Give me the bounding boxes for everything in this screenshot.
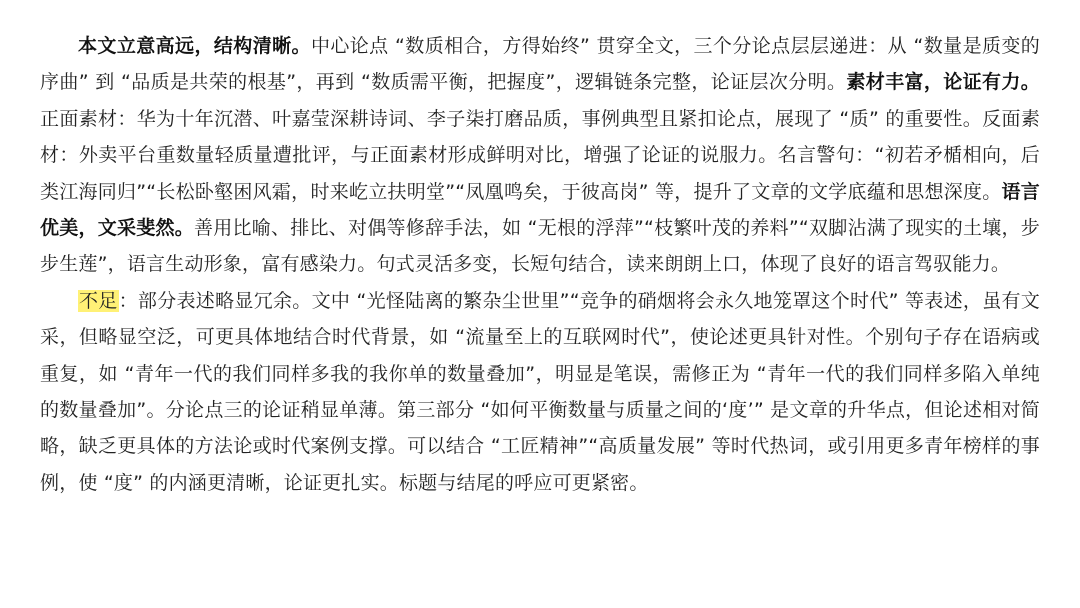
text-shortcomings: ：部分表述略显冗余。文中 “光怪陆离的繁杂尘世里”“竞争的硝烟将会永久地笼罩这个时代” 等表述，虽有文采，但略显空泛，可更具体地结合时代背景，如 “流量至上的互联网时代”，使论述更具针对性。个别句子存在语病或重复，如 “青年一代的我们同样多我的我你单的数量叠加”，明显是笔误，需修正为 “青年一代的我们同样多陷入单纯的数量叠加”。分论点三的论证稍显单薄。第三部分 “如何平衡数量与质量之间的‘度’” 是文章的升华点，但论述相对简略，缺乏更具体的方法论或时代案例支撑。可以结合 “工匠精神”“高质量发展” 等时代热词，或引用更多青年榜样的事例，使 “度” 的内涵更清晰，论证更扎实。标题与结尾的呼应可更紧密。	[40, 289, 1041, 494]
text-language: 善用比喻、排比、对偶等修辞手法，如 “无根的浮萍”“枝繁叶茂的养料”“双脚沾满了现实的土壤，步步生莲”，语言生动形象，富有感染力。句式灵活多变，长短句结合，读来朗朗上口，体现了良好的语言驾驭能力。	[40, 217, 1040, 276]
text-structure: 中心论点 “数质相合，方得始终” 贯穿全文，三个分论点层层递进：从 “数量是质变的序曲” 到 “品质是共荣的根基”，再到 “数质需平衡，把握度”，逻辑链条完整，论证层次分明。	[40, 35, 1040, 94]
highlighted-label-shortcomings: 不足	[79, 289, 118, 312]
heading-language: 语言优美，文采斐然。	[40, 180, 1041, 240]
heading-structure: 本文立意高远，结构清晰。	[78, 35, 311, 57]
text-materials: 正面素材：华为十年沉潜、叶嘉莹深耕诗词、李子柒打磨品质，事例典型且紧扣论点，展现了 “质” 的重要性。反面素材：外卖平台重数量轻质量遭批评，与正面素材形成鲜明对比，增强了论证的说服力。名言警句：“初若矛楯相向，后类江海同归”“长松卧壑困风霜，时来屹立扶明堂”“凤凰鸣矣，于彼高岗” 等，提升了文章的文学底蕴和思想深度。	[40, 107, 1040, 203]
review-paragraph-strengths	[40, 28, 1040, 283]
review-paragraph-weaknesses	[40, 283, 1040, 501]
document-page	[40, 28, 1040, 501]
heading-materials: 素材丰富，论证有力。	[846, 71, 1040, 94]
